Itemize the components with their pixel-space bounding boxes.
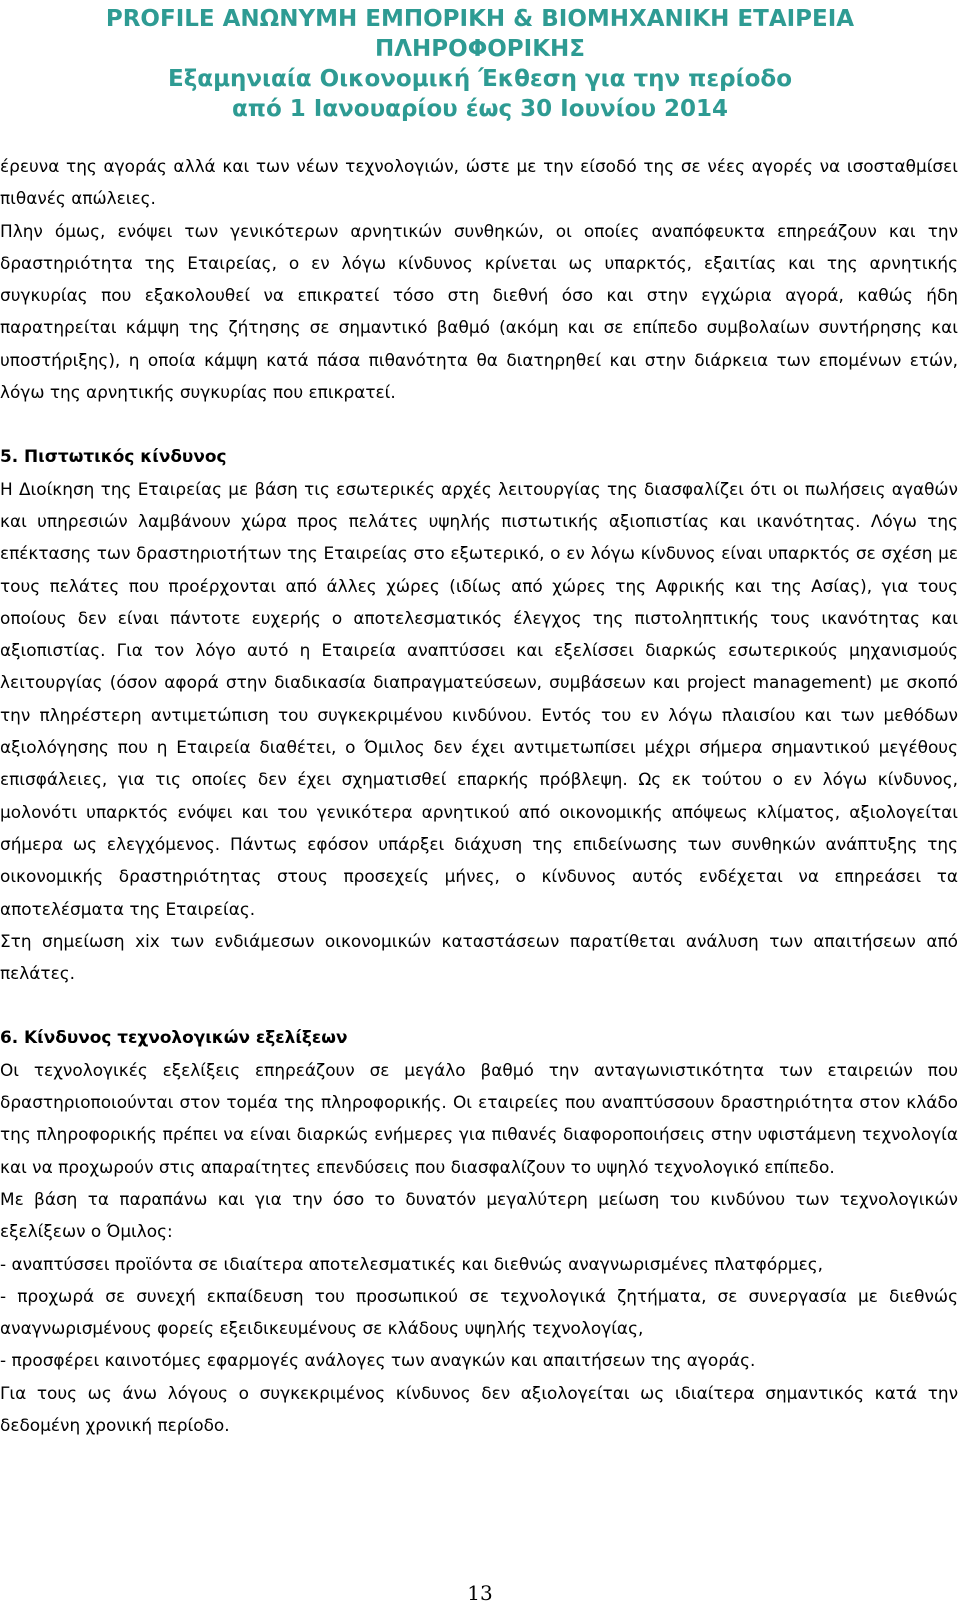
paragraph-receivables-note: Στη σημείωση xix των ενδιάμεσων οικονομικών καταστάσεων παρατίθεται ανάλυση των απαιτήσεων από πελάτες. xyxy=(0,930,958,984)
page-number: 13 xyxy=(467,1581,493,1605)
report-period: από 1 Ιανουαρίου έως 30 Ιουνίου 2014 xyxy=(231,96,729,122)
paragraph-group-measures: Με βάση τα παραπάνω και για την όσο το δυνατόν μεγαλύτερη μείωση του κινδύνου των τεχνολογικών εξελίξεων ο Όμιλος: xyxy=(0,1188,958,1242)
section-heading-credit-risk: 5. Πιστωτικός κίνδυνος xyxy=(0,446,227,467)
list-item-applications: - προσφέρει καινοτόμες εφαρμογές ανάλογες των αναγκών και απαιτήσεων της αγοράς. xyxy=(0,1350,756,1371)
list-item-training: - προχωρά σε συνεχή εκπαίδευση του προσωπικού σε τεχνολογικά ζητήματα, σε συνεργασία με διεθνώς αναγνωρισμένους φορείς εξειδικευμένους σε κλάδους υψηλής τεχνολογίας, xyxy=(0,1285,958,1339)
report-header xyxy=(0,4,960,124)
paragraph-technology-risk: Οι τεχνολογικές εξελίξεις επηρεάζουν σε μεγάλο βαθμό την ανταγωνιστικότητα των εταιρειών που δραστηριοποιούνται στον τομέα της πληροφορικής. Οι εταιρείες που αναπτύσσουν δραστηριότητα στον κλάδο της πληροφορικής πρέπει να είναι διαρκώς ενήμερες για πιθανές διαφοροποιήσεις στην υφιστάμενη τεχνολογία και να προχωρούν στις απαραίτητες επενδύσεις που διασφαλίζουν το υψηλό τεχνολογικό επίπεδο. xyxy=(0,1059,958,1177)
paragraph-market-research: έρευνα της αγοράς αλλά και των νέων τεχνολογιών, ώστε με την είσοδό της σε νέες αγορές να ισοσταθμίσει πιθανές απώλειες. xyxy=(0,156,958,209)
document-body xyxy=(0,150,958,1441)
report-title: Εξαμηνιαία Οικονομική Έκθεση για την περίοδο xyxy=(167,66,792,92)
section-spacer xyxy=(0,989,958,1021)
company-name-continued: ΠΛΗΡΟΦΟΡΙΚΗΣ xyxy=(374,36,585,62)
company-name: PROFILE ΑΝΩΝΥΜΗ ΕΜΠΟΡΙΚΗ & ΒΙΟΜΗΧΑΝΙΚΗ ΕΤΑΙΡΕΙΑ xyxy=(105,6,855,32)
section-heading-technology-risk: 6. Κίνδυνος τεχνολογικών εξελίξεων xyxy=(0,1027,348,1048)
paragraph-credit-risk: Η Διοίκηση της Εταιρείας με βάση τις εσωτερικές αρχές λειτουργίας της διασφαλίζει ότι οι πωλήσεις αγαθών και υπηρεσιών λαμβάνουν χώρα προς πελάτες υψηλής πιστωτικής αξιοπιστίας και ικανότητας. Λόγω της επέκτασης των δραστηριοτήτων της Εταιρείας στο εξωτερικό, ο εν λόγω κίνδυνος είναι υπαρκτός σε σχέση με τους πελάτες που προέρχονται από άλλες χώρες (ιδίως από χώρες της Αφρικής και της Ασίας), για τους οποίους δεν είναι πάντοτε ευχερής ο αποτελεσματικός έλεγχος της πιστοληπτικής τους ικανότητας και αξιοπιστίας. Για τον λόγο αυτό η Εταιρεία αναπτύσσει και εξελίσσει διαρκώς εσωτερικούς μηχανισμούς λειτουργίας (όσον αφορά στην διαδικασία διαπραγματεύσεων, συμβάσεων και project management) με σκοπό την πληρέστερη αντιμετώπιση του συγκεκριμένου κινδύνου. Εντός του εν λόγω πλαισίου και των μεθόδων αξιολόγησης που η Εταιρεία διαθέτει, ο Όμιλος δεν έχει αντιμετωπίσει μέχρι σήμερα σημαντικού μεγέθους επισφάλειες, για τις οποίες δεν έχει σχηματισθεί επαρκής πρόβλεψη. Ως εκ τούτου ο εν λόγω κίνδυνος, μολονότι υπαρκτός ενόψει και του γενικότερα αρνητικού από οικονομικής απόψεως κλίματος, αξιολογείται σήμερα ως ελεγχόμενος. Πάντως εφόσον υπάρξει διάχυση της επιδείνωσης των συνθηκών ανάπτυξης της οικονομικής δραστηριότητας στους προσεχείς μήνες, ο κίνδυνος αυτός ενδέχεται να επηρεάσει τα αποτελέσματα της Εταιρείας. xyxy=(0,478,958,919)
list-item-platforms: - αναπτύσσει προϊόντα σε ιδιαίτερα αποτελεσματικές και διεθνώς αναγνωρισμένες πλατφόρμες, xyxy=(0,1253,824,1274)
paragraph-negative-conditions: Πλην όμως, ενόψει των γενικότερων αρνητικών συνθηκών, οι οποίες αναπόφευκτα επηρεάζουν και την δραστηριότητα της Εταιρείας, ο εν λόγω κίνδυνος κρίνεται ως υπαρκτός, εξαιτίας και της αρνητικής συγκυρίας που εξακολουθεί να επικρατεί τόσο στη διεθνή όσο και στην εγχώρια αγορά, καθώς ήδη παρατηρείται κάμψη της ζήτησης σε σημαντικό βαθμό (ακόμη και σε επίπεδο συμβολαίων συντήρησης και υποστήριξης), η οποία κάμψη κατά πάσα πιθανότητα θα διατηρηθεί και στην διάρκεια των επομένων ετών, λόγω της αρνητικής συγκυρίας που επικρατεί. xyxy=(0,220,958,403)
paragraph-conclusion: Για τους ως άνω λόγους ο συγκεκριμένος κίνδυνος δεν αξιολογείται ως ιδιαίτερα σημαντικός κατά την δεδομένη χρονική περίοδο. xyxy=(0,1382,958,1435)
section-spacer xyxy=(0,408,958,440)
